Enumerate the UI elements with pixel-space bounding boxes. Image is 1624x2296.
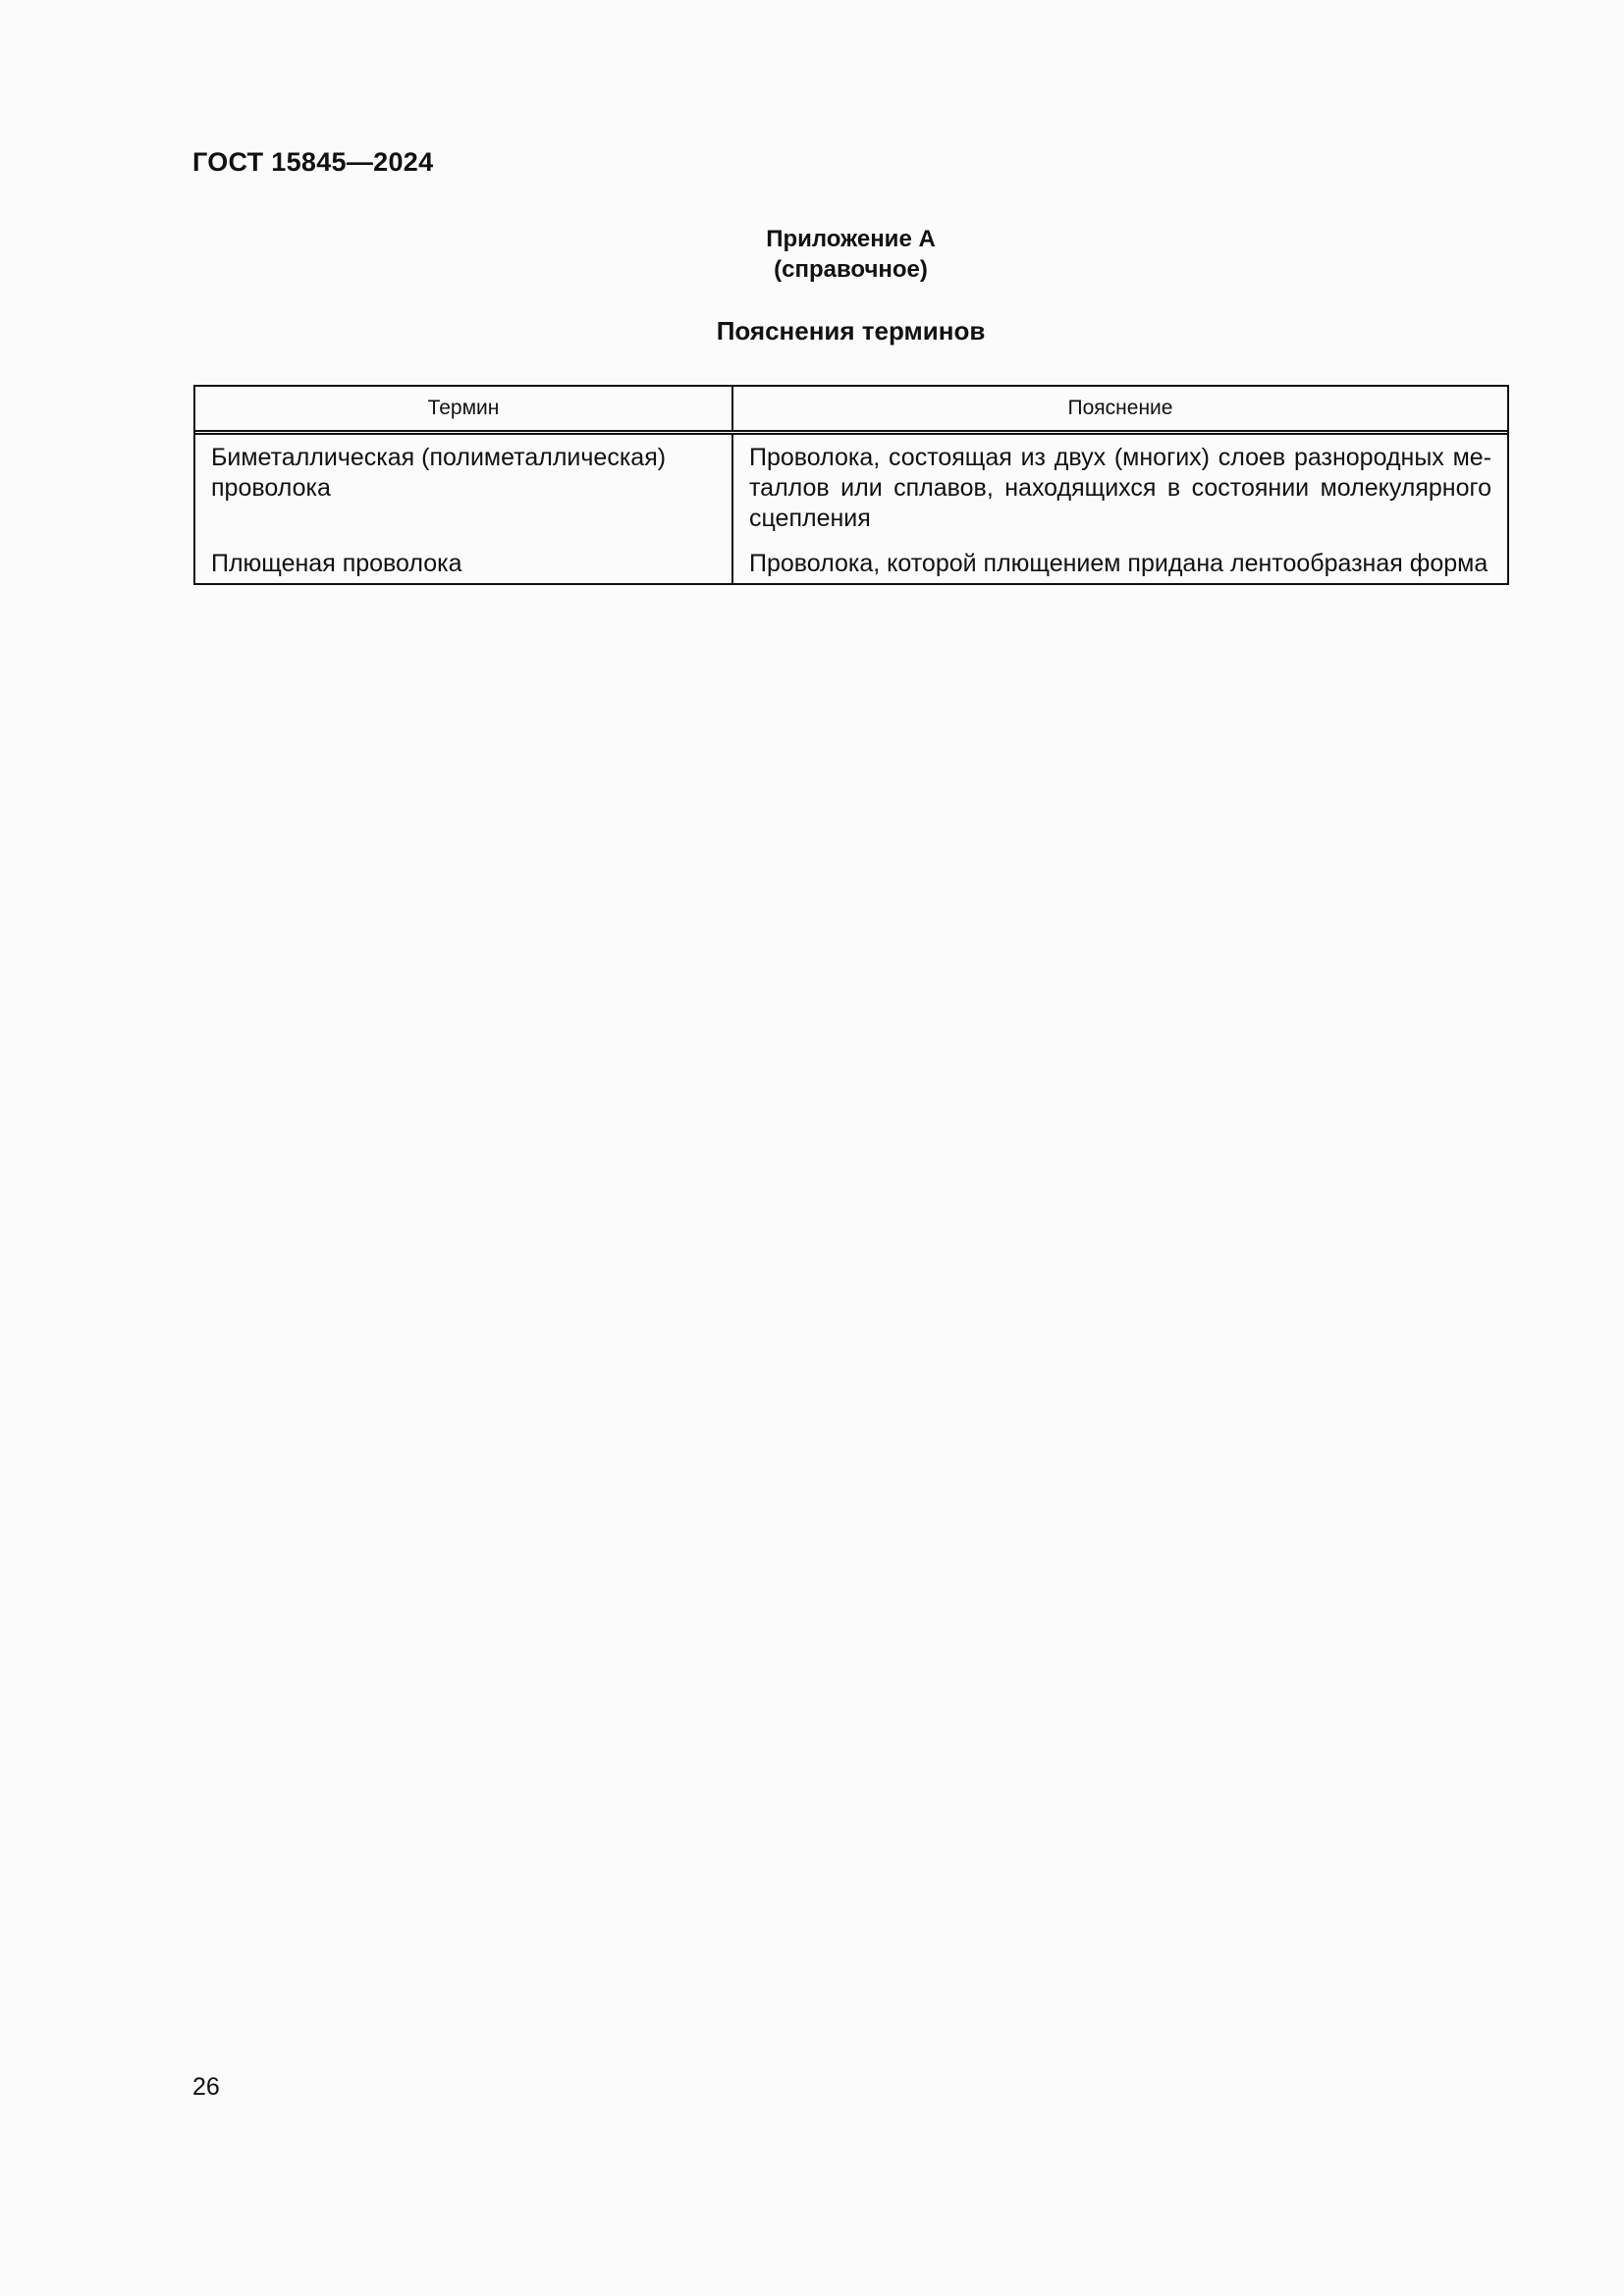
table-cell-term: Плющеная проволока: [211, 550, 462, 577]
document-code: ГОСТ 15845—2024: [192, 147, 434, 177]
section-title: Пояснения терминов: [716, 316, 986, 346]
column-header-explanation: Пояснение: [1067, 397, 1173, 419]
table-header-row: [195, 387, 1507, 435]
table-cell-term: Биметаллическая (полиметаллическая) проволока: [211, 444, 667, 502]
appendix-type: (справочное): [774, 256, 928, 283]
term-column: [195, 435, 733, 583]
explanation-column: [733, 435, 1507, 583]
table-cell-explanation: Проволока, состоящая из двух (многих) слоев разнородных металлов или сплавов, находящихся в состоянии молекулярного сцепления: [749, 444, 1491, 532]
column-header-term: Термин: [195, 387, 733, 430]
table-cell-explanation: Проволока, которой плющением придана лентообразная форма: [749, 550, 1489, 577]
terms-table: [193, 385, 1509, 585]
appendix-heading: [192, 224, 1509, 285]
table-body: [195, 435, 1507, 583]
page-number: 26: [192, 2073, 220, 2101]
appendix-title: Приложение А: [766, 226, 936, 252]
